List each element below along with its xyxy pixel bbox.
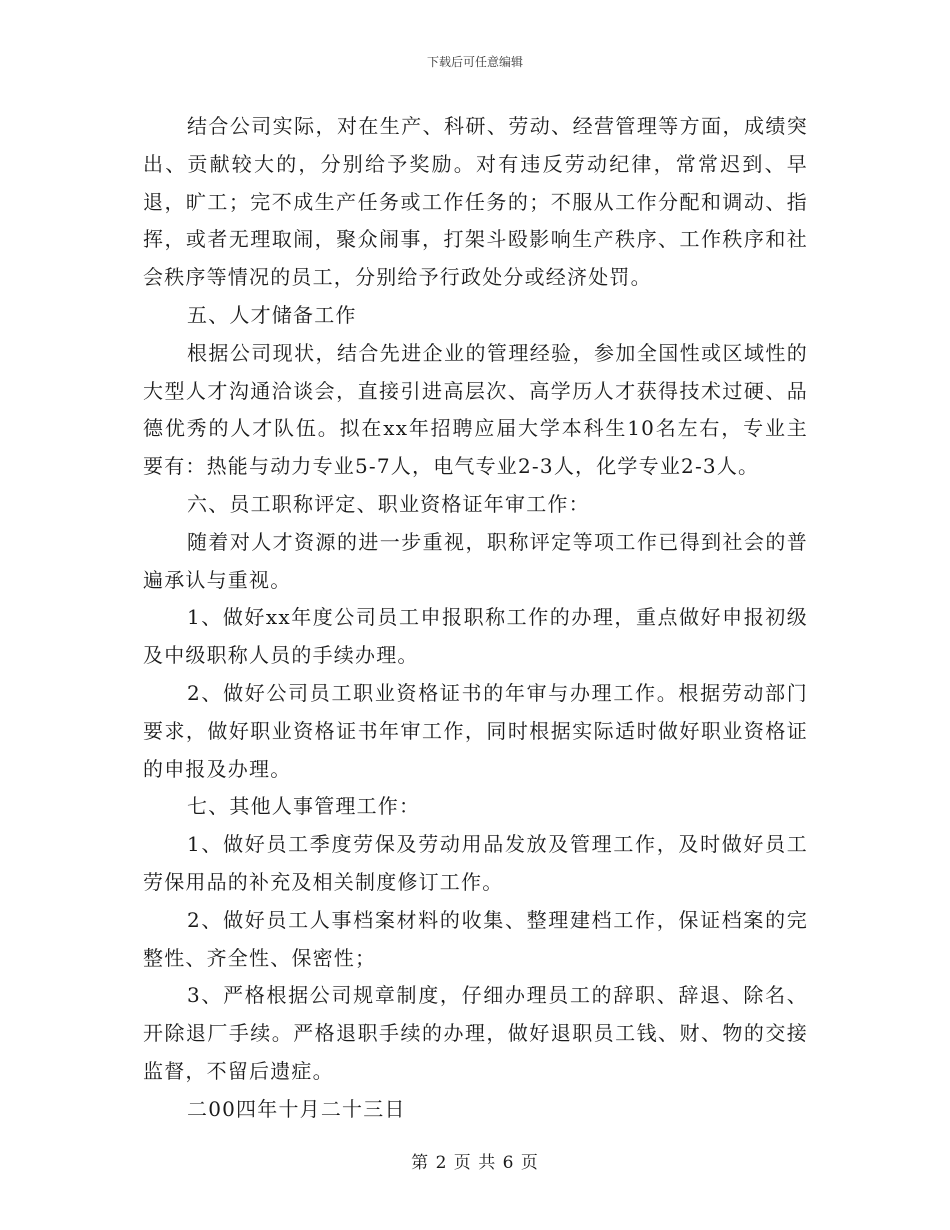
list-item-certificate-review: 2、做好公司员工职业资格证书的年审与办理工作。根据劳动部门要求，做好职业资格证书年审工作，同时根据实际适时做好职业资格证的申报及办理。 — [143, 680, 808, 781]
section-heading-other-hr: 七、其他人事管理工作： — [187, 794, 421, 819]
list-item-personnel-files: 2、做好员工人事档案材料的收集、整理建档工作，保证档案的完整性、齐全性、保密性； — [143, 907, 808, 970]
document-date: 二00四年十月二十三日 — [187, 1096, 406, 1121]
paragraph-rewards-penalties: 结合公司实际，对在生产、科研、劳动、经营管理等方面，成绩突出、贡献较大的，分别给予奖励。对有违反劳动纪律，常常迟到、早退，旷工；完不成生产任务或工作任务的；不服从工作分配和调动、指挥，或者无理取闹，聚众闹事，打架斗殴影响生产秩序、工作秩序和社会秩序等情况的员工，分别给予行政处分或经济处罚。 — [143, 114, 808, 290]
document-body — [143, 108, 808, 1129]
paragraph-title-evaluation-intro: 随着对人才资源的进一步重视，职称评定等项工作已得到社会的普遍承认与重视。 — [143, 529, 808, 592]
paragraph-talent-reserve: 根据公司现状，结合先进企业的管理经验，参加全国性或区域性的大型人才沟通洽谈会，直接引进高层次、高学历人才获得技术过硬、品德优秀的人才队伍。拟在xx年招聘应届大学本科生10名左右，专业主要有：热能与动力专业5-7人，电气专业2-3人，化学专业2-3人。 — [143, 340, 808, 479]
page-number: 第 2 页 共 6 页 — [411, 1153, 539, 1173]
section-heading-talent-reserve: 五、人才储备工作 — [187, 302, 357, 327]
list-item-labor-protection: 1、做好员工季度劳保及劳动用品发放及管理工作，及时做好员工劳保用品的补充及相关制度修订工作。 — [143, 832, 808, 894]
list-item-resignation-procedures: 3、严格根据公司规章制度，仔细办理员工的辞职、辞退、除名、开除退厂手续。严格退职手续的办理，做好退职员工钱、财、物的交接监督，不留后遗症。 — [143, 983, 808, 1083]
page-header: 下载后可任意编辑 — [426, 55, 523, 69]
section-heading-title-evaluation: 六、员工职称评定、职业资格证年审工作： — [187, 491, 590, 516]
list-item-title-application: 1、做好xx年度公司员工申报职称工作的办理，重点做好申报初级及中级职称人员的手续办理。 — [143, 605, 808, 668]
